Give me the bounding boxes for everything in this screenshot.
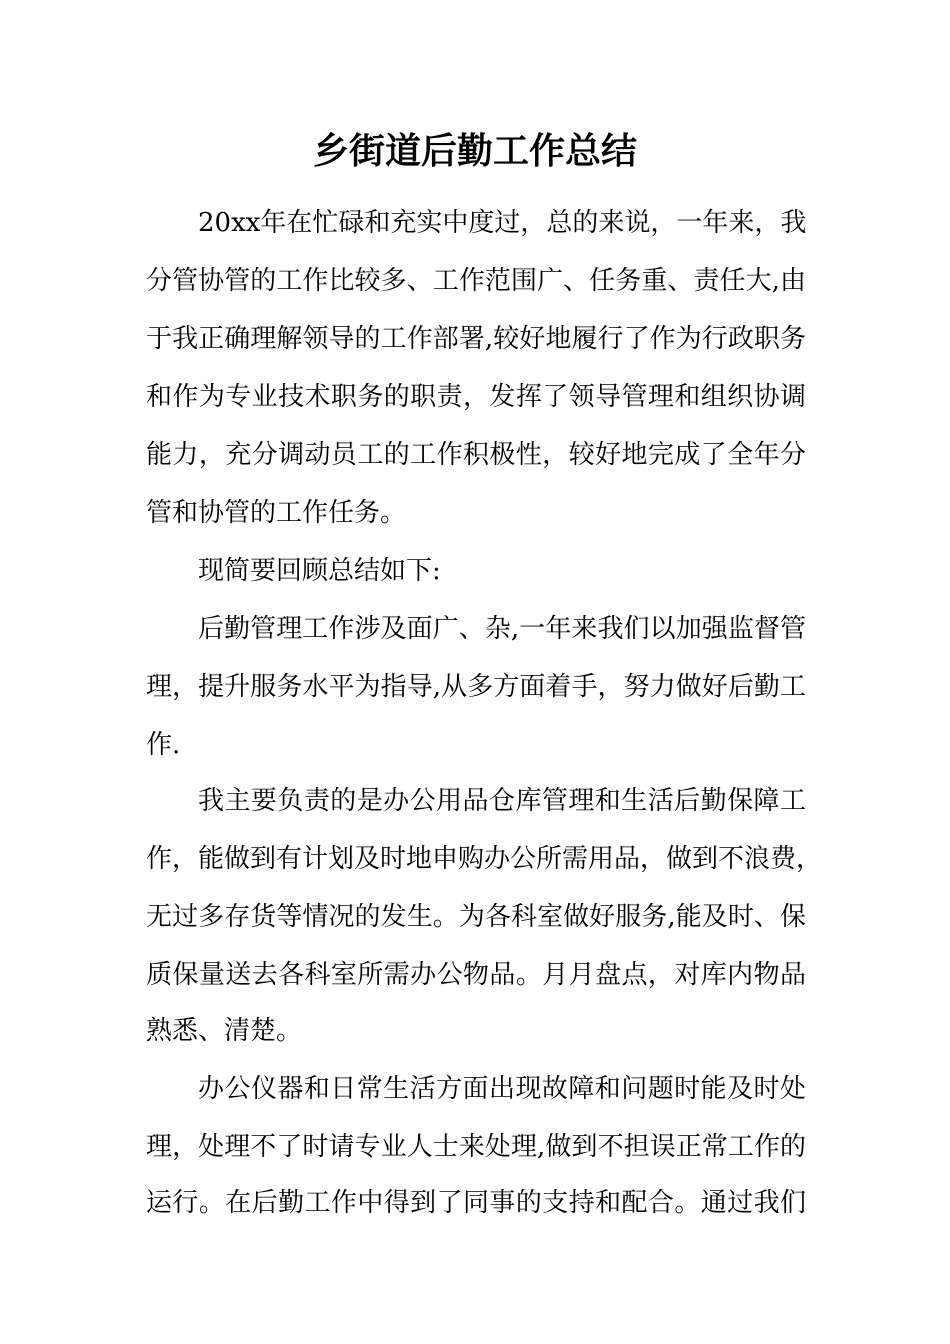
paragraph-line: 理，处理不了时请专业人士来处理,做到不担误正常工作的 xyxy=(146,1132,806,1162)
paragraph-line: 和作为专业技术职务的职责，发挥了领导管理和组织协调 xyxy=(146,382,806,412)
paragraph-line: 于我正确理解领导的工作部署,较好地履行了作为行政职务 xyxy=(146,324,806,354)
paragraph-line: 理，提升服务水平为指导,从多方面着手，努力做好后勤工 xyxy=(146,672,806,702)
paragraph-line: 运行。在后勤工作中得到了同事的支持和配合。通过我们 xyxy=(146,1188,806,1218)
paragraph-line: 分管协管的工作比较多、工作范围广、任务重、责任大,由 xyxy=(146,266,806,296)
paragraph-line: 我主要负责的是办公用品仓库管理和生活后勤保障工 xyxy=(198,786,806,816)
paragraph-line: 后勤管理工作涉及面广、杂,一年来我们以加强监督管 xyxy=(198,614,806,644)
paragraph-line: 质保量送去各科室所需办公物品。月月盘点，对库内物品 xyxy=(146,960,806,990)
document-title: 乡街道后勤工作总结 xyxy=(312,131,637,172)
paragraph-line: 作，能做到有计划及时地申购办公所需用品，做到不浪费， xyxy=(146,844,823,874)
paragraph-line: 现简要回顾总结如下: xyxy=(198,556,441,586)
paragraph-line: 管和协管的工作任务。 xyxy=(146,498,407,528)
paragraph-line: 无过多存货等情况的发生。为各科室做好服务,能及时、保 xyxy=(146,902,806,932)
paragraph-line: 能力，充分调动员工的工作积极性，较好地完成了全年分 xyxy=(146,440,806,470)
paragraph-line: 20xx年在忙碌和充实中度过，总的来说，一年来，我 xyxy=(198,208,807,238)
paragraph-line: 办公仪器和日常生活方面出现故障和问题时能及时处 xyxy=(198,1074,806,1104)
paragraph-line: 作. xyxy=(146,730,181,760)
paragraph-line: 熟悉、清楚。 xyxy=(146,1016,303,1046)
